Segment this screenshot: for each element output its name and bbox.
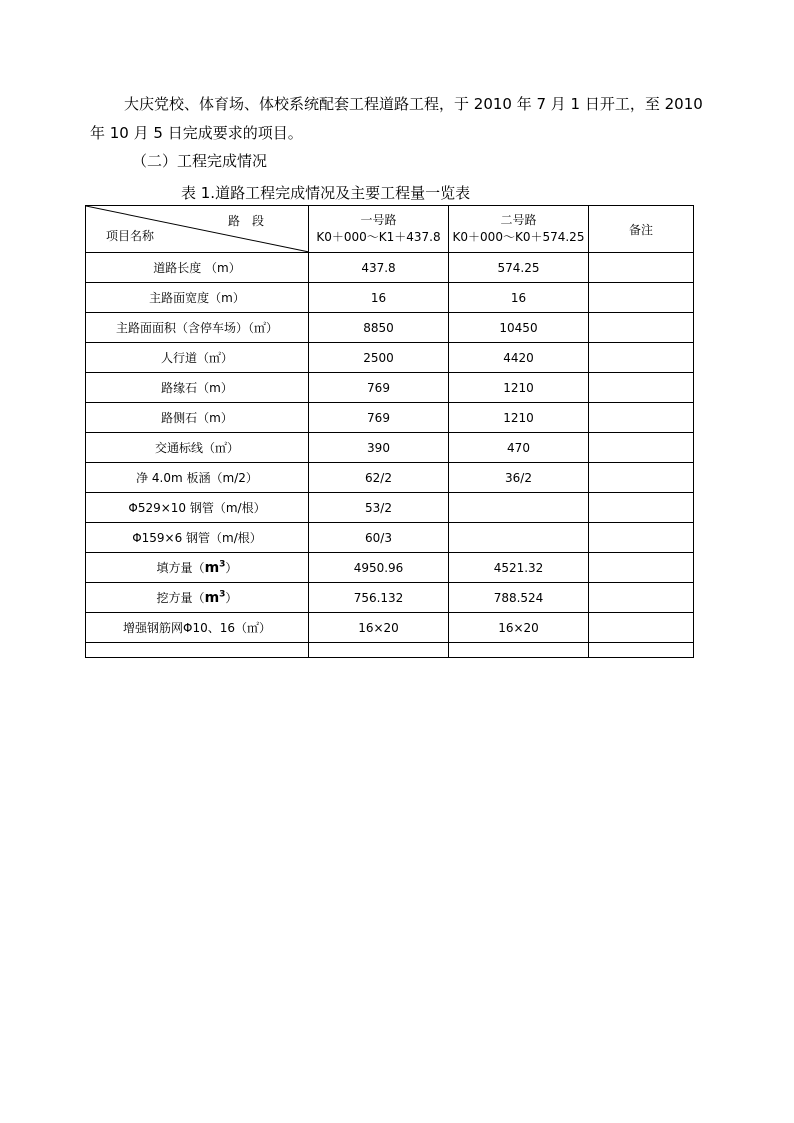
table-row	[86, 283, 694, 313]
close-paren: ）	[225, 591, 238, 605]
row-remark	[589, 313, 694, 343]
unit-exponent: 3	[219, 559, 226, 570]
row-item: 路侧石（m）	[86, 403, 309, 433]
row-item: 路缘石（m）	[86, 373, 309, 403]
row-road1-value: 60/3	[309, 523, 449, 553]
row-road1-value: 16	[309, 283, 449, 313]
row-road1-value: 8850	[309, 313, 449, 343]
row-road1-value: 62/2	[309, 463, 449, 493]
row-road1-value: 437.8	[309, 253, 449, 283]
row-road1-value: 53/2	[309, 493, 449, 523]
table-header-row	[86, 206, 694, 253]
row-item: 主路面面积（含停车场）（㎡）	[86, 313, 309, 343]
close-paren: ）	[225, 561, 238, 575]
section-subheading: （二）工程完成情况	[132, 152, 268, 170]
row-item	[86, 583, 309, 613]
row-item: 道路长度 （m）	[86, 253, 309, 283]
row-road1-value: 769	[309, 403, 449, 433]
table-row	[86, 433, 694, 463]
table-row	[86, 403, 694, 433]
row-road2-value: 4521.32	[449, 553, 589, 583]
row-road2-value	[449, 493, 589, 523]
row-road2-value: 16×20	[449, 613, 589, 643]
road1-range: K0＋000～K1＋437.8	[316, 230, 441, 244]
row-remark	[589, 433, 694, 463]
row-item: Φ159×6 钢管（m/根）	[86, 523, 309, 553]
completion-table	[85, 205, 694, 658]
table-row	[86, 493, 694, 523]
road1-name: 一号路	[360, 213, 397, 227]
row-road2-value: 36/2	[449, 463, 589, 493]
table-row	[86, 523, 694, 553]
row-road1-value: 16×20	[309, 613, 449, 643]
unit-cubic-meter	[205, 560, 226, 576]
unit-symbol: m	[204, 560, 220, 576]
header-remarks: 备注	[589, 206, 694, 253]
row-item: 主路面宽度（m）	[86, 283, 309, 313]
row-item	[86, 553, 309, 583]
cut-volume-label: 挖方量（	[156, 591, 205, 605]
row-remark	[589, 253, 694, 283]
row-remark	[589, 583, 694, 613]
row-item: 增强钢筋网Φ10、16（㎡）	[86, 613, 309, 643]
table-row	[86, 583, 694, 613]
row-remark	[589, 403, 694, 433]
row-road2-value: 470	[449, 433, 589, 463]
row-road2-value	[449, 523, 589, 553]
road2-range: K0＋000～K0＋574.25	[452, 230, 585, 244]
row-remark	[589, 463, 694, 493]
row-remark	[589, 613, 694, 643]
blank-cell	[449, 643, 589, 658]
row-item: Φ529×10 钢管（m/根）	[86, 493, 309, 523]
row-remark	[589, 343, 694, 373]
row-road2-value: 1210	[449, 403, 589, 433]
row-item: 交通标线（㎡）	[86, 433, 309, 463]
table-row	[86, 553, 694, 583]
header-road-section-label: 路段	[227, 214, 276, 228]
row-remark	[589, 523, 694, 553]
row-road1-value: 756.132	[309, 583, 449, 613]
row-road2-value: 4420	[449, 343, 589, 373]
header-road2	[449, 206, 589, 253]
table-row	[86, 343, 694, 373]
row-remark	[589, 493, 694, 523]
row-road2-value: 788.524	[449, 583, 589, 613]
unit-cubic-meter	[205, 590, 226, 606]
row-road1-value: 2500	[309, 343, 449, 373]
intro-line-2: 年 10 月 5 日完成要求的项目。	[90, 124, 303, 142]
row-remark	[589, 373, 694, 403]
row-road2-value: 16	[449, 283, 589, 313]
unit-exponent: 3	[219, 589, 226, 600]
row-remark	[589, 283, 694, 313]
row-road1-value: 390	[309, 433, 449, 463]
road2-name: 二号路	[500, 213, 537, 227]
fill-volume-label: 填方量（	[156, 561, 205, 575]
blank-cell	[309, 643, 449, 658]
intro-paragraph	[90, 90, 710, 148]
row-item: 净 4.0m 板涵（m/2）	[86, 463, 309, 493]
row-item: 人行道（㎡）	[86, 343, 309, 373]
table-row	[86, 463, 694, 493]
unit-symbol: m	[204, 590, 220, 606]
blank-row	[86, 643, 694, 658]
header-item-name-label: 项目名称	[106, 229, 155, 243]
table-row	[86, 313, 694, 343]
row-road1-value: 4950.96	[309, 553, 449, 583]
table-row	[86, 373, 694, 403]
table-row	[86, 613, 694, 643]
table-caption: 表 1.道路工程完成情况及主要工程量一览表	[181, 184, 471, 202]
blank-cell	[86, 643, 309, 658]
header-road1	[309, 206, 449, 253]
diagonal-header-cell	[86, 206, 309, 253]
row-road2-value: 1210	[449, 373, 589, 403]
intro-line-1: 大庆党校、体育场、体校系统配套工程道路工程，于 2010 年 7 月 1 日开工，至 2010	[124, 95, 703, 113]
row-road1-value: 769	[309, 373, 449, 403]
row-road2-value: 10450	[449, 313, 589, 343]
row-remark	[589, 553, 694, 583]
blank-cell	[589, 643, 694, 658]
row-road2-value: 574.25	[449, 253, 589, 283]
table-row	[86, 253, 694, 283]
